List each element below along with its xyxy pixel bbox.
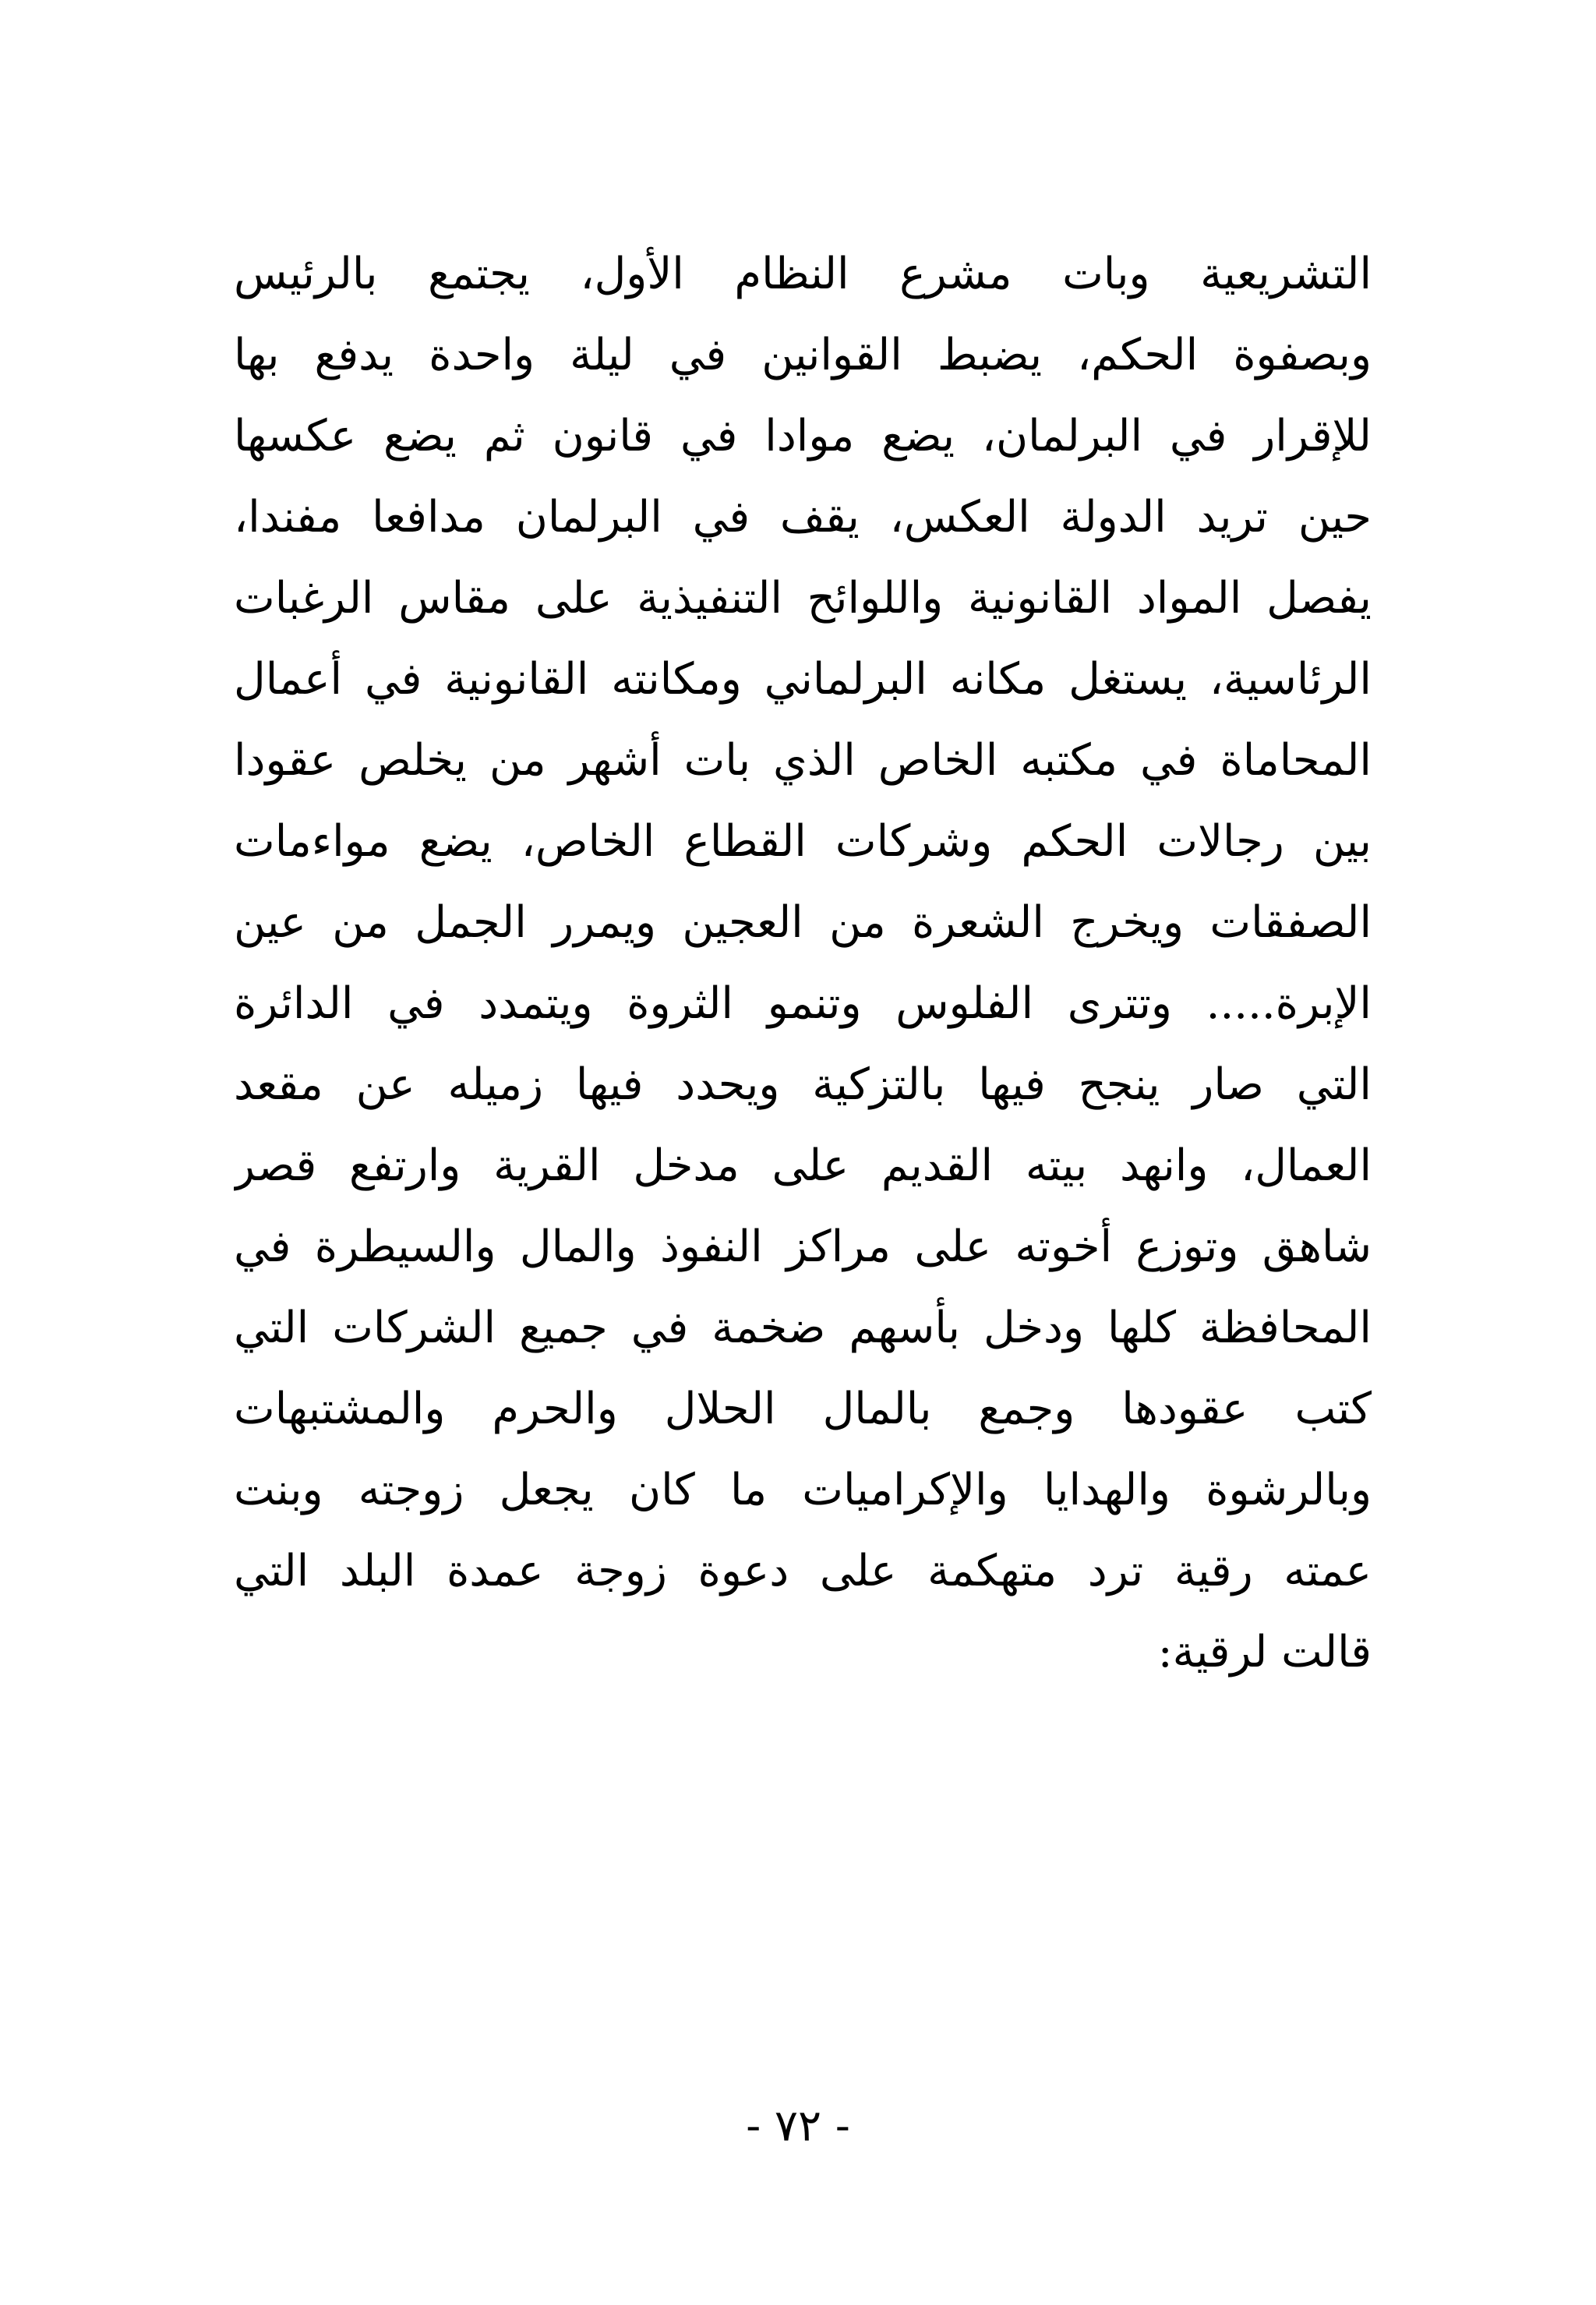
- text-line: الإبرة..... وتترى الفلوس وتنمو الثروة ويتمدد في الدائرة: [234, 978, 1372, 1029]
- text-line: يفصل المواد القانونية واللوائح التنفيذية على مقاس الرغبات: [234, 573, 1372, 624]
- text-line: وبالرشوة والهدايا والإكراميات ما كان يجعل زوجته وبنت: [234, 1465, 1372, 1515]
- text-line: بين رجالات الحكم وشركات القطاع الخاص، يضع مواءمات: [234, 816, 1372, 867]
- text-line: الرئاسية، يستغل مكانه البرلماني ومكانته القانونية في أعمال: [234, 654, 1372, 705]
- text-line: الصفقات ويخرج الشعرة من العجين ويمرر الجمل من عين: [234, 897, 1372, 948]
- body-text: [234, 234, 1372, 1693]
- text-line: وبصفوة الحكم، يضبط القوانين في ليلة واحدة يدفع بها: [234, 330, 1372, 380]
- text-line: العمال، وانهد بيته القديم على مدخل القرية وارتفع قصر: [234, 1140, 1372, 1191]
- text-line: للإقرار في البرلمان، يضع موادا في قانون ثم يضع عكسها: [234, 411, 1372, 461]
- text-line: التي صار ينجح فيها بالتزكية ويحدد فيها زميله عن مقعد: [234, 1059, 1372, 1110]
- text-line: شاهق وتوزع أخوته على مراكز النفوذ والمال والسيطرة في: [234, 1221, 1372, 1272]
- text-line: كتب عقودها وجمع بالمال الحلال والحرم والمشتبهات: [234, 1384, 1372, 1434]
- text-line: عمته رقية ترد متهكمة على دعوة زوجة عمدة البلد التي: [234, 1546, 1372, 1596]
- text-line: حين تريد الدولة العكس، يقف في البرلمان مدافعا مفندا،: [234, 492, 1372, 543]
- text-line: المحاماة في مكتبه الخاص الذي بات أشهر من يخلص عقودا: [234, 735, 1372, 786]
- text-line-last: قالت لرقية:: [1157, 1627, 1372, 1677]
- text-line: التشريعية وبات مشرع النظام الأول، يجتمع بالرئيس: [234, 249, 1372, 299]
- text-line: المحافظة كلها ودخل بأسهم ضخمة في جميع الشركات التي: [234, 1303, 1372, 1353]
- page-number: - ٧٢ -: [746, 2101, 850, 2151]
